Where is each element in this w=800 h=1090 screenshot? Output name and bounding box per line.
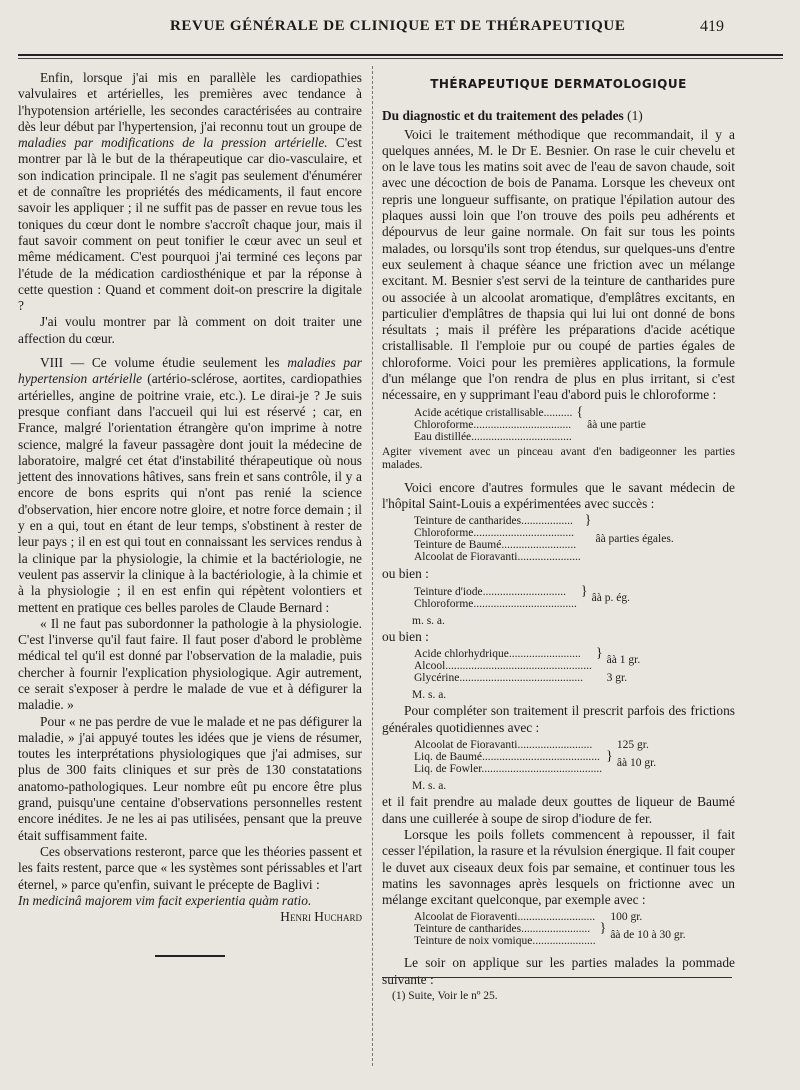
right-column: [382, 70, 735, 988]
alternative-label: ou bien :: [382, 628, 429, 644]
footnote-rule: [382, 977, 732, 978]
formula-5: Alcoolat de Fioravanti.......................... 125 gr. Liq. de Baumé......................................... } âà 10 gr. Liq. de Fowler..........................................: [414, 739, 657, 776]
paragraph: Pour compléter son traitement il prescrit parfois des frictions générales quotidiennes avec :: [382, 703, 735, 735]
paragraph: VIII — Ce volume étudie seulement les maladies par hypertension artérielle (artério-sclérose, aortites, cardiopathies artérielles, angine de poitrine vraie, etc.). Le dirai-je ? Je suis presque confiant dans l'accueil qui lui est réservé ; car, en France, malgré l'orientation étrangère qu'on imprime à notre science, malgré la faveur passagère dont jouit la médecine de laboratoire, malgré cet état d'instabilité thérapeutique où nous jettent des innovations hâtives, sans frein et sans contrôle, il y a encore de bons esprits qui n'ont pas renié la science d'observation, hier encore notre gloire, et notre force demain ; il y en a qui, tout en étant de leur temps, s'obstinent à rester de leur pays ; il en est qui tout en connaissant les services rendus à la clinique par la physiologie, la chimie et la bactériologie, ne veulent pas asservir la clinique à la bactériologie, à la chimie et à la physiologie ; il en est enfin qui répètent volontiers et mettent en pratique ces belles paroles de Claude Bernard :: [18, 355, 362, 615]
paragraph: Voici le traitement méthodique que recommandait, il y a quelques années, M. le Dr E. Besnier. On rase le cuir chevelu et on le lave tous les matins soit avec de l'eau de savon chaude, soit avec une décoction de bois de Panama. Lorsque les cheveux ont repris une longueur suffisante, on pratique l'épilation autour des plaques aussi loin que l'on trouve des poils peu adhérents et dépourvus de leur gaine normale. On fait sur tous les points malades, ou lorsqu'ils sont trop étendus, sur quelques-uns d'entre eux seulement à chaque séance une friction avec un mélange excitant. M. Besnier s'est servi de la teinture de cantharides pure ou associée à un alcoolat aromatique, d'emplâtres excitants, en particulier d'emplâtres de thapsia qui lui lui ont donné de bons résultats ; mais il préfère les préparations d'acide acétique cristallisable. Il l'emploie pur ou coupé de parties égales de chloroforme. Voici pour les premières applications, la formule d'un mélange que l'on rendra de plus en plus irritant, si c'est nécessaire, en y supprimant l'eau d'abord puis le chloroforme :: [382, 126, 735, 403]
latin-quote: In medicinâ majorem vim facit experientia quàm ratio.: [18, 892, 312, 908]
paragraph: Ces observations resteront, parce que les théories passent et les faits restent, parce que « les systèmes sont périssables et l'art éternel, » parce qu'enfin, suivant le précepte de Baglivi :: [18, 843, 362, 892]
paragraph: Pour « ne pas perdre de vue le malade et ne pas défigurer la maladie, » j'ai appuyé toutes les idées que je viens de résumer, toutes les interprétations physiologiques que j'ai admises, sur plus de 300 faits cliniques et sur près de 130 constatations anatomo-pathologiques. Leur nombre eût pu encore être plus grand, puisqu'une centaine d'observations personnelles restent encore inédites. Je ne les ai pas utilisées, pensant que la preuve était suffisamment faite.: [18, 713, 362, 843]
page-header: [0, 14, 800, 44]
formula-note: Agiter vivement avec un pinceau avant d'en badigeonner les parties malades.: [382, 445, 735, 471]
formula-1: Acide acétique cristallisable.......... { âà une partie Chloroforme.................................. Eau distillée...................................: [414, 404, 646, 443]
paragraph: Voici encore d'autres formules que le savant médecin de l'hôpital Saint-Louis a expérimentées avec succès :: [382, 479, 735, 511]
header-rule-thin: [18, 58, 783, 59]
paragraph: Le soir on applique sur les parties malades la pommade suivante :: [382, 955, 735, 987]
closing-line: [18, 893, 362, 909]
section-title: THÉRAPEUTIQUE DERMATOLOGIQUE: [430, 77, 687, 91]
formula-2: Teinture de cantharides.................. } âà parties égales. Chloroforme................................... Teinture de Baumé.......................... Alcoolat de Fioravanti......................: [414, 513, 674, 564]
header-rule: [18, 54, 783, 56]
paragraph: Enfin, lorsque j'ai mis en parallèle les cardiopathies valvulaires et artérielles, les premières avec tendance à l'hypotension artérielle, les secondes caractérisées au contraire dès leur début par l'hypertension, j'ai reconnu tout un groupe de maladies par modifications de la pression artérielle. C'est montrer par là le but de la thérapeutique car dio-vasculaire, et son indication principale. Il ne s'agit pas seulement d'énumérer et de connaître les propriétés des médicaments, il faut encore savoir les appliquer ; il ne suffit pas de passer en revue tous les toniques du cœur dont le nombre s'accroît chaque jour, mais il faut savoir comment on peut tonifier le cœur avec un seul et même médicament. C'est pourquoi j'ai terminé ces leçons par l'étude de la médication cardiosthénique et par la réponse à cette question : Quand et comment doit-on prescrire la digitale ?: [18, 70, 362, 314]
alternative-label: ou bien :: [382, 566, 429, 582]
author-signature: Henri Huchard: [280, 909, 362, 925]
formula-4: Acide chlorhydrique......................... } âà 1 gr. Alcool................................................... Glycérine........................................... 3 gr.: [414, 646, 641, 685]
ms-a: m. s. a.: [412, 614, 445, 627]
article-title: Du diagnostic et du traitement des pelades (1): [382, 108, 643, 124]
ms-a: M. s. a.: [412, 689, 447, 702]
journal-title: REVUE GÉNÉRALE DE CLINIQUE ET DE THÉRAPEUTIQUE: [170, 18, 626, 34]
formula-3: Teinture d'iode............................. } âà p. ég. Chloroforme....................................: [414, 583, 630, 610]
paragraph: Lorsque les poils follets commencent à repousser, il fait cesser l'épilation, la rasure et la révulsion énergique. Il fait couper le duvet aux ciseaux deux fois par semaine, et continuer tous les matins les savonnages après lesquels on frictionne avec un mélange excitant quelconque, par exemple avec :: [382, 826, 735, 908]
page-number: 419: [700, 18, 724, 35]
end-rule: [155, 955, 225, 957]
ms-a: M. s. a.: [412, 780, 447, 793]
column-separator: [372, 66, 373, 1066]
quotation: « Il ne faut pas subordonner la pathologie à la physiologie. C'est l'inverse qu'il faut faire. Il faut poser d'abord le problème médical tel qu'il est donné par l'observation de la maladie, puis chercher à fournir l'explication physiologique. Agir autrement, ce serait s'exposer à perdre le malade de vue et à défigurer la maladie. »: [18, 615, 362, 713]
left-column: [18, 70, 362, 957]
formula-6: Alcoolat de Fioraventi........................... 100 gr. Teinture de cantharides........................ } âà de 10 à 30 gr. Teinture de noix vomique......................: [414, 911, 686, 948]
footnote-ref: (1): [627, 108, 643, 124]
paragraph: J'ai voulu montrer par là comment on doit traiter une affection du cœur.: [18, 314, 362, 346]
footnote: (1) Suite, Voir le nº 25.: [392, 990, 498, 1002]
paragraph: et il fait prendre au malade deux gouttes de liqueur de Baumé dans une cuillerée à soupe de sirop d'iodure de fer.: [382, 794, 735, 826]
